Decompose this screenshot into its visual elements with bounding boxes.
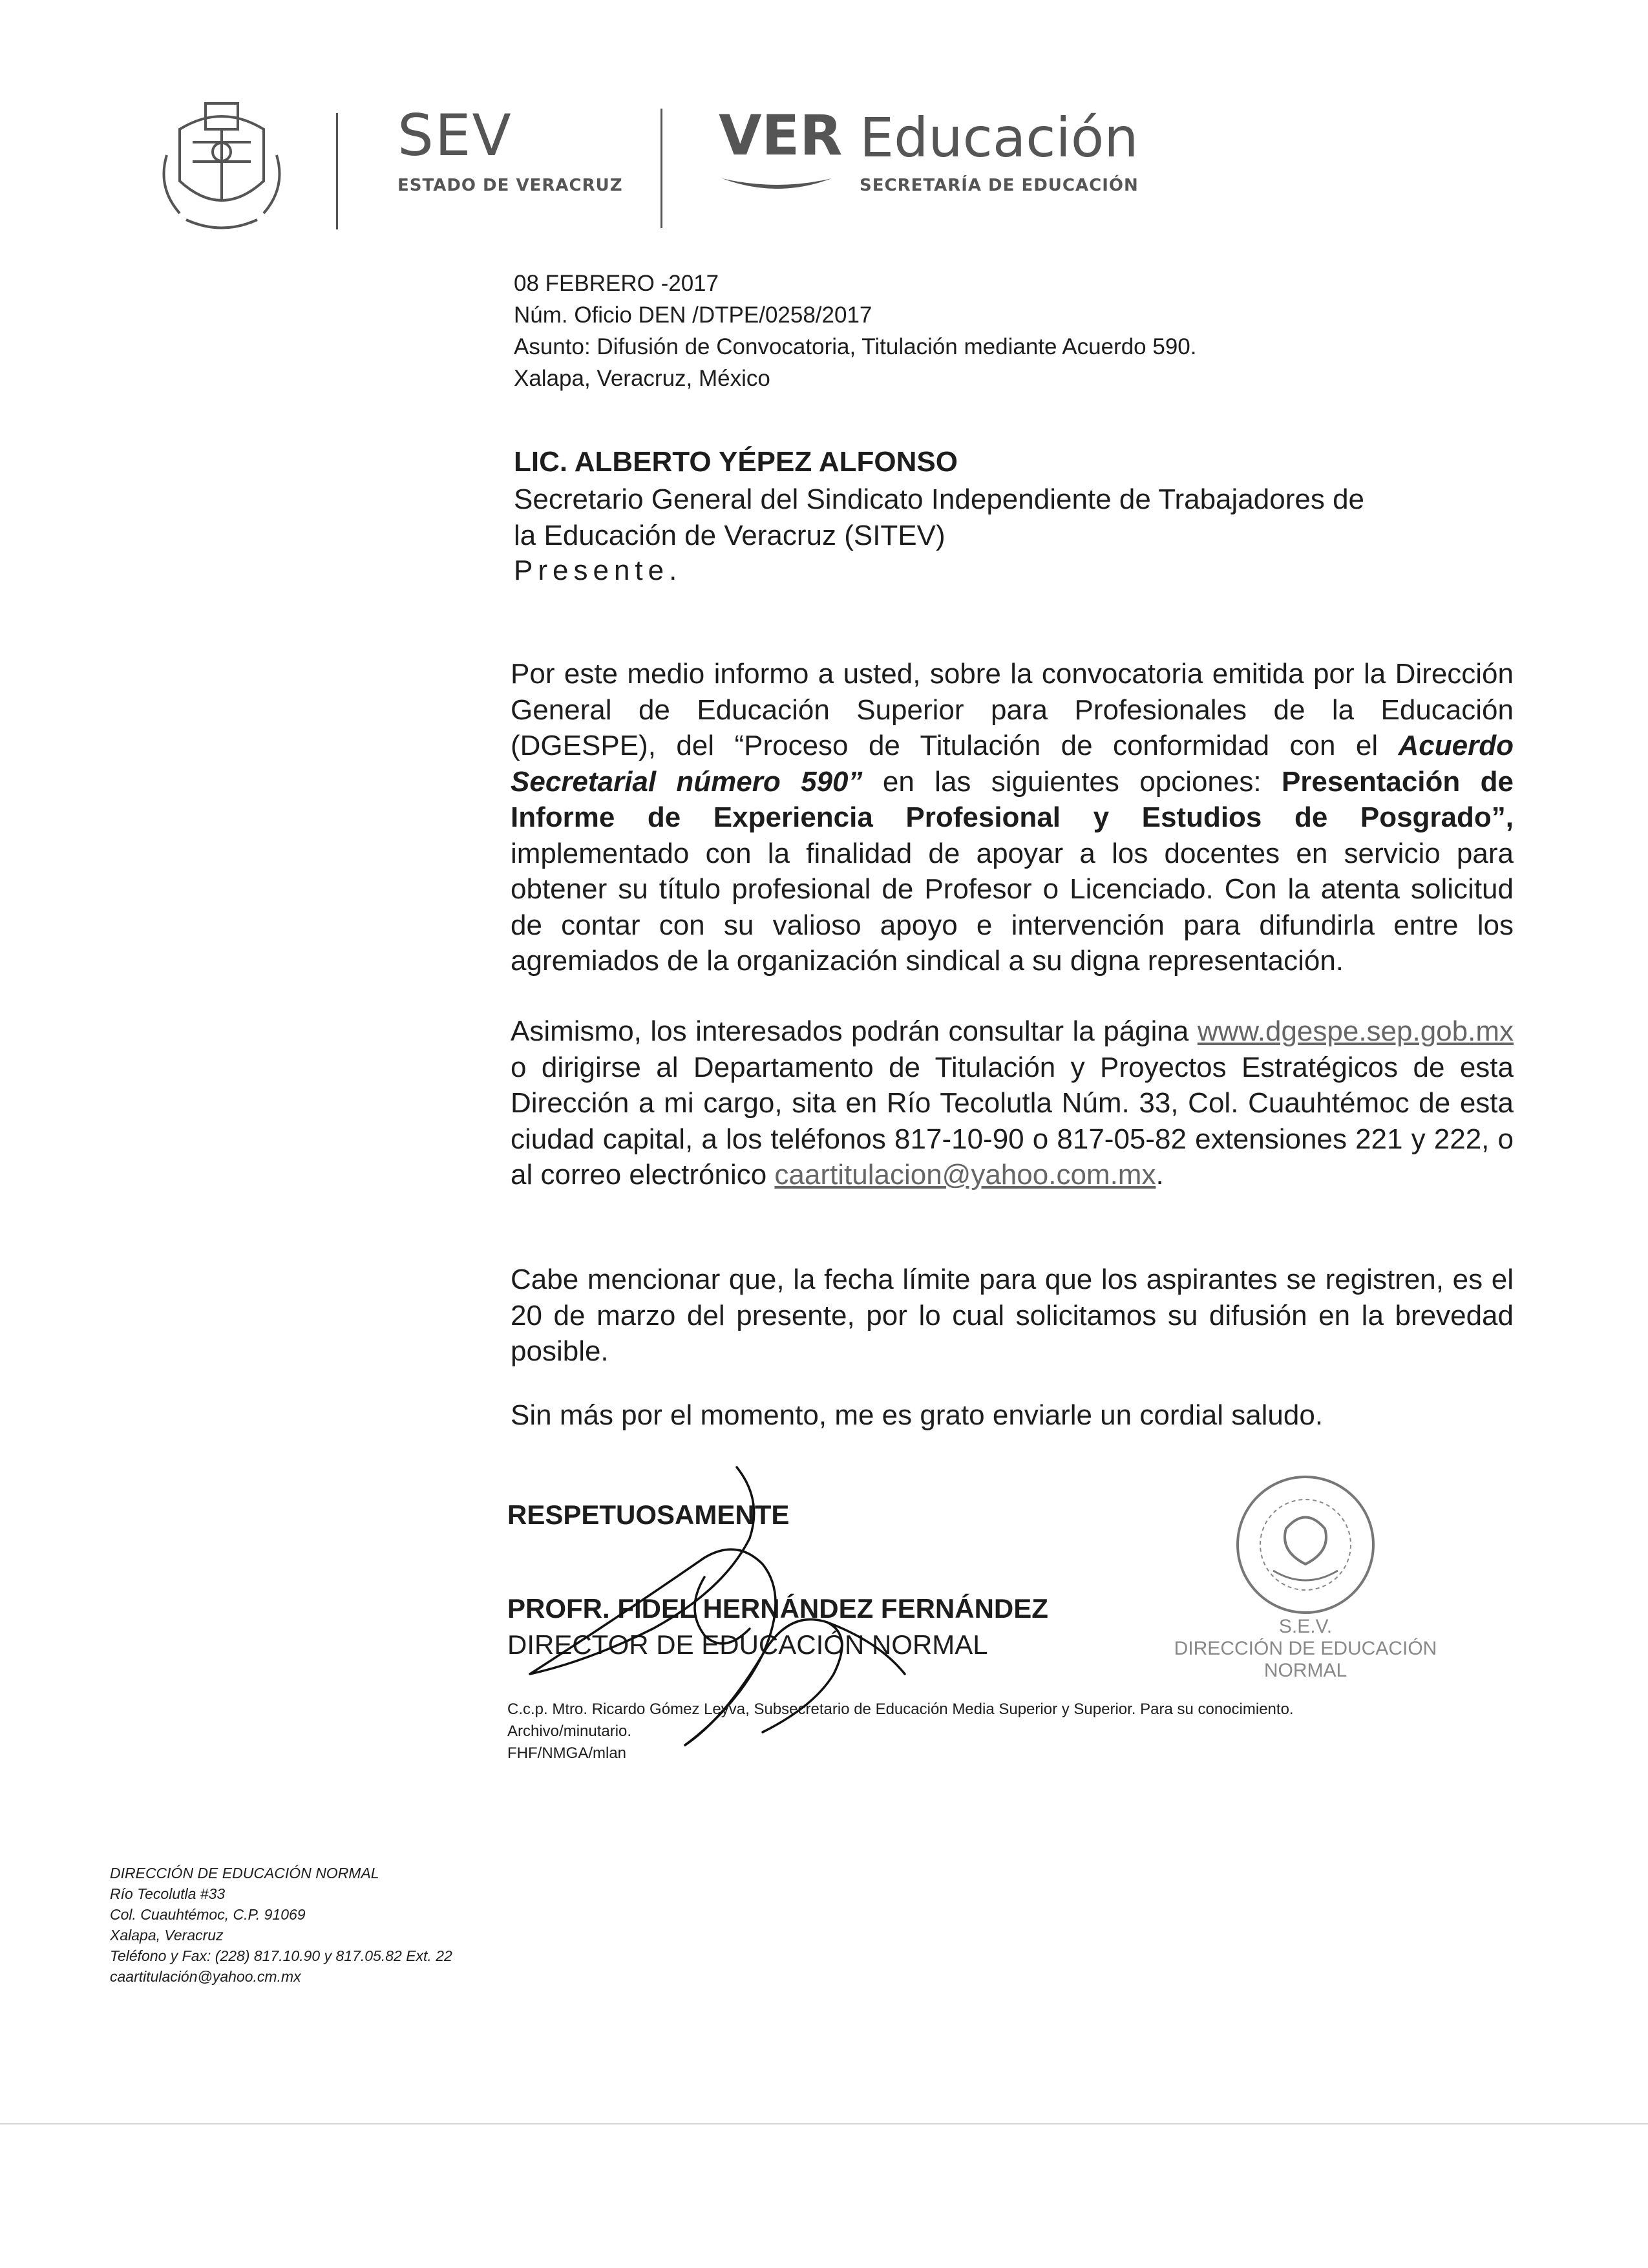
place: Xalapa, Veracruz, México bbox=[514, 366, 770, 391]
seal-line3: NORMAL bbox=[1263, 1660, 1347, 1681]
p2-text-c: . bbox=[1156, 1159, 1164, 1191]
p1-text-a: Por este medio informo a usted, sobre la convocatoria emitida por la Dirección General de Educación Superior para Profesionales de la Educación (DGESPE), del “Proceso de Titulación de conformidad con el bbox=[511, 658, 1514, 761]
p1-options: Presentación de Informe de Experiencia Profesional y Estudios de Posgrado”, bbox=[511, 765, 1514, 833]
dgespe-link[interactable]: www.dgespe.sep.gob.mx bbox=[1197, 1015, 1514, 1047]
ccp-block bbox=[507, 1699, 1294, 1765]
footer-line4: Xalapa, Veracruz bbox=[110, 1927, 224, 1944]
p1-acuerdo: Acuerdo Secretarial número 590” bbox=[511, 730, 1514, 798]
p2-text-b: o dirigirse al Departamento de Titulación y Proyectos Estratégicos de esta Dirección a mi cargo, sita en Río Tecolutla Núm. 33, Col. Cuauhtémoc de esta ciudad capital, a los teléfonos 817-10-90 o 817-05-82 extensiones 221 y 222, o al correo electrónico bbox=[511, 1051, 1514, 1191]
signer-title: DIRECTOR DE EDUCACIÓN NORMAL bbox=[507, 1629, 988, 1660]
paragraph-3: Cabe mencionar que, la fecha límite para que los aspirantes se registren, es el 20 de marzo del presente, por lo cual solicitamos su difusión en la brevedad posible. bbox=[511, 1264, 1514, 1367]
footer-line5: Teléfono y Fax: (228) 817.10.90 y 817.05.82 Ext. 22 bbox=[110, 1947, 452, 1964]
footer-line2: Río Tecolutla #33 bbox=[110, 1885, 226, 1902]
p2-text-a: Asimismo, los interesados podrán consultar la página bbox=[511, 1015, 1198, 1047]
footer-email: caartitulación@yahoo.cm.mx bbox=[110, 1968, 301, 1985]
sev-title: SEV bbox=[397, 102, 512, 169]
seal-caption bbox=[1157, 1616, 1454, 1682]
ccp-line3: FHF/NMGA/mlan bbox=[507, 1744, 627, 1762]
document-date: 08 FEBRERO -2017 bbox=[514, 271, 719, 296]
header-divider-2 bbox=[660, 109, 662, 228]
page-bottom-divider bbox=[0, 2123, 1648, 2125]
footer-address bbox=[110, 1863, 452, 1987]
ver-title: VER bbox=[719, 103, 843, 168]
recipient-name: LIC. ALBERTO YÉPEZ ALFONSO bbox=[514, 446, 958, 478]
email-link[interactable]: caartitulacion@yahoo.com.mx bbox=[774, 1159, 1156, 1191]
recipient-role-line2: la Educación de Veracruz (SITEV) bbox=[514, 520, 945, 551]
closing-line: Sin más por el momento, me es grato enviarle un cordial saludo. bbox=[511, 1399, 1324, 1431]
oficio-number: Núm. Oficio DEN /DTPE/0258/2017 bbox=[514, 302, 872, 328]
recipient-role bbox=[514, 482, 1419, 554]
seal-line2: DIRECCIÓN DE EDUCACIÓN bbox=[1174, 1638, 1437, 1659]
p1-text-e: implementado con la finalidad de apoyar a los docentes en servicio para obtener su título profesional de Profesor o Licenciado. Con la atenta solicitud de contar con su valioso apoyo e intervención para difundirla entre los agremiados de la organización sindical a su digna representación. bbox=[511, 837, 1514, 977]
paragraph-1 bbox=[511, 656, 1514, 979]
p1-text-c: en las siguientes opciones: bbox=[862, 765, 1282, 798]
educacion-subtitle: SECRETARÍA DE EDUCACIÓN bbox=[860, 176, 1139, 195]
signer-name: PROFR. FIDEL HERNÁNDEZ FERNÁNDEZ bbox=[507, 1593, 1048, 1624]
asunto: Asunto: Difusión de Convocatoria, Titulación mediante Acuerdo 590. bbox=[514, 334, 1197, 359]
seal-line1: S.E.V. bbox=[1278, 1616, 1333, 1637]
header-divider-1 bbox=[336, 113, 338, 229]
ver-swoosh-icon bbox=[719, 173, 835, 199]
presente: Presente. bbox=[514, 555, 682, 586]
footer-line3: Col. Cuauhtémoc, C.P. 91069 bbox=[110, 1906, 306, 1923]
educacion-title: Educación bbox=[860, 106, 1139, 169]
footer-line1: DIRECCIÓN DE EDUCACIÓN NORMAL bbox=[110, 1865, 379, 1881]
respectfully: RESPETUOSAMENTE bbox=[507, 1500, 790, 1530]
official-seal bbox=[1228, 1467, 1383, 1622]
ccp-line2: Archivo/minutario. bbox=[507, 1722, 632, 1740]
paragraph-2 bbox=[511, 1013, 1514, 1193]
recipient-role-line1: Secretario General del Sindicato Independiente de Trabajadores de bbox=[514, 483, 1365, 515]
sev-subtitle: ESTADO DE VERACRUZ bbox=[397, 176, 623, 195]
ccp-line1: C.c.p. Mtro. Ricardo Gómez Leyva, Subsecretario de Educación Media Superior y Superior. Para su conocimiento. bbox=[507, 1701, 1294, 1718]
veracruz-coat-of-arms-logo bbox=[154, 90, 290, 236]
document-meta bbox=[514, 268, 1196, 394]
